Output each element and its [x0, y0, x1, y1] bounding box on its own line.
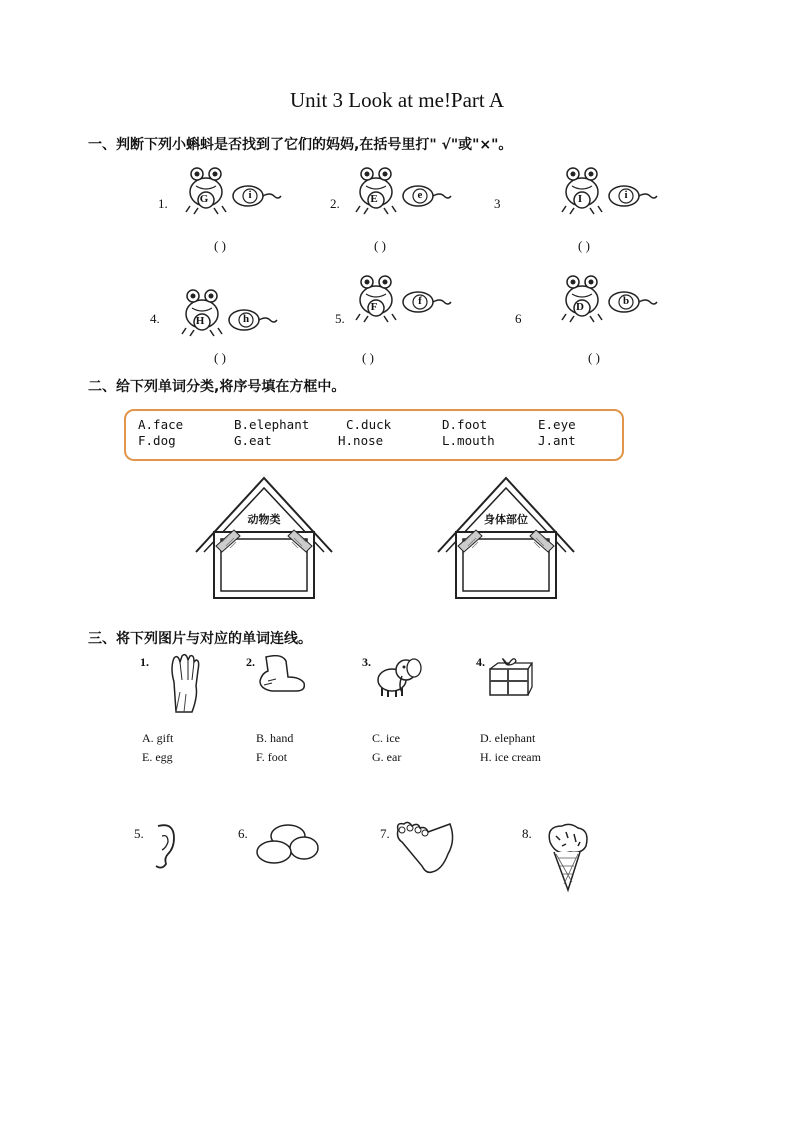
foot-icon — [392, 820, 460, 876]
item-number: 3 — [494, 196, 501, 211]
tadpole-letter: b — [622, 295, 630, 307]
match-option: C. ice — [372, 731, 400, 745]
tadpole-letter: i — [248, 189, 252, 201]
tadpole-letter: e — [417, 189, 423, 201]
word-option: G.eat — [234, 433, 272, 448]
answer-parentheses[interactable]: ( ) — [362, 350, 374, 365]
answer-parentheses[interactable]: ( ) — [578, 238, 590, 253]
word-option: B.elephant — [234, 417, 310, 432]
tadpole-letter: f — [418, 295, 422, 307]
frog-letter: F — [370, 301, 378, 313]
word-option: C.duck — [346, 417, 392, 432]
word-option: D.foot — [442, 417, 488, 432]
answer-parentheses[interactable]: ( ) — [214, 238, 226, 253]
picture-number: 6. — [238, 826, 248, 841]
frog-letter: I — [577, 193, 583, 205]
section1-heading: 一、判断下列小蝌蚪是否找到了它们的妈妈,在括号里打" √"或"×"。 — [88, 137, 513, 153]
item-number: 2. — [330, 196, 340, 211]
word-bank — [124, 409, 624, 461]
item-number: 5. — [335, 311, 345, 326]
word-option: E.eye — [538, 417, 576, 432]
ice-cream-icon — [542, 822, 592, 894]
match-option: A. gift — [142, 731, 174, 745]
frog-tadpole-icon — [182, 162, 282, 217]
frog-tadpole-icon — [352, 162, 452, 217]
frog-letter: H — [195, 315, 205, 327]
eggs-icon — [254, 822, 320, 866]
picture-number: 4. — [476, 655, 485, 669]
picture-number: 2. — [246, 655, 255, 669]
item-number: 6 — [515, 311, 522, 326]
frog-letter: E — [370, 193, 378, 205]
frog-letter: G — [199, 193, 209, 205]
frog-tadpole-icon — [558, 162, 658, 217]
gift-icon — [486, 655, 534, 697]
match-option: F. foot — [256, 750, 288, 764]
section3-heading: 三、将下列图片与对应的单词连线。 — [88, 631, 312, 647]
house-body-parts-icon — [436, 476, 576, 600]
picture-number: 1. — [140, 655, 149, 669]
item-number: 4. — [150, 311, 160, 326]
answer-parentheses[interactable]: ( ) — [588, 350, 600, 365]
hand-icon — [162, 652, 206, 714]
match-option: E. egg — [142, 750, 173, 764]
frog-tadpole-icon — [558, 270, 658, 325]
elephant-icon — [372, 654, 426, 700]
word-option: A.face — [138, 417, 184, 432]
tadpole-letter: i — [624, 189, 628, 201]
match-option: H. ice cream — [480, 750, 541, 764]
picture-number: 8. — [522, 826, 532, 841]
match-option: B. hand — [256, 731, 294, 745]
picture-number: 3. — [362, 655, 371, 669]
foot-icon — [256, 655, 310, 695]
match-option: D. elephant — [480, 731, 536, 745]
word-option: J.ant — [538, 433, 576, 448]
page-title: Unit 3 Look at me!Part A — [289, 88, 505, 112]
house-body-parts-label: 身体部位 — [484, 513, 528, 526]
picture-number: 7. — [380, 826, 390, 841]
tadpole-letter: h — [242, 313, 250, 325]
answer-parentheses[interactable]: ( ) — [374, 238, 386, 253]
picture-number: 5. — [134, 826, 144, 841]
item-number: 1. — [158, 196, 168, 211]
house-animals-icon — [194, 476, 334, 600]
frog-tadpole-icon — [352, 270, 452, 325]
match-option: G. ear — [372, 750, 402, 764]
house-animals-label: 动物类 — [247, 513, 281, 526]
section2-heading: 二、给下列单词分类,将序号填在方框中。 — [88, 379, 346, 395]
frog-tadpole-icon — [178, 284, 278, 339]
frog-letter: D — [576, 301, 584, 313]
word-option: H.nose — [338, 433, 384, 448]
word-option: F.dog — [138, 433, 176, 448]
answer-parentheses[interactable]: ( ) — [214, 350, 226, 365]
word-option: L.mouth — [442, 433, 495, 448]
ear-icon — [150, 822, 180, 872]
